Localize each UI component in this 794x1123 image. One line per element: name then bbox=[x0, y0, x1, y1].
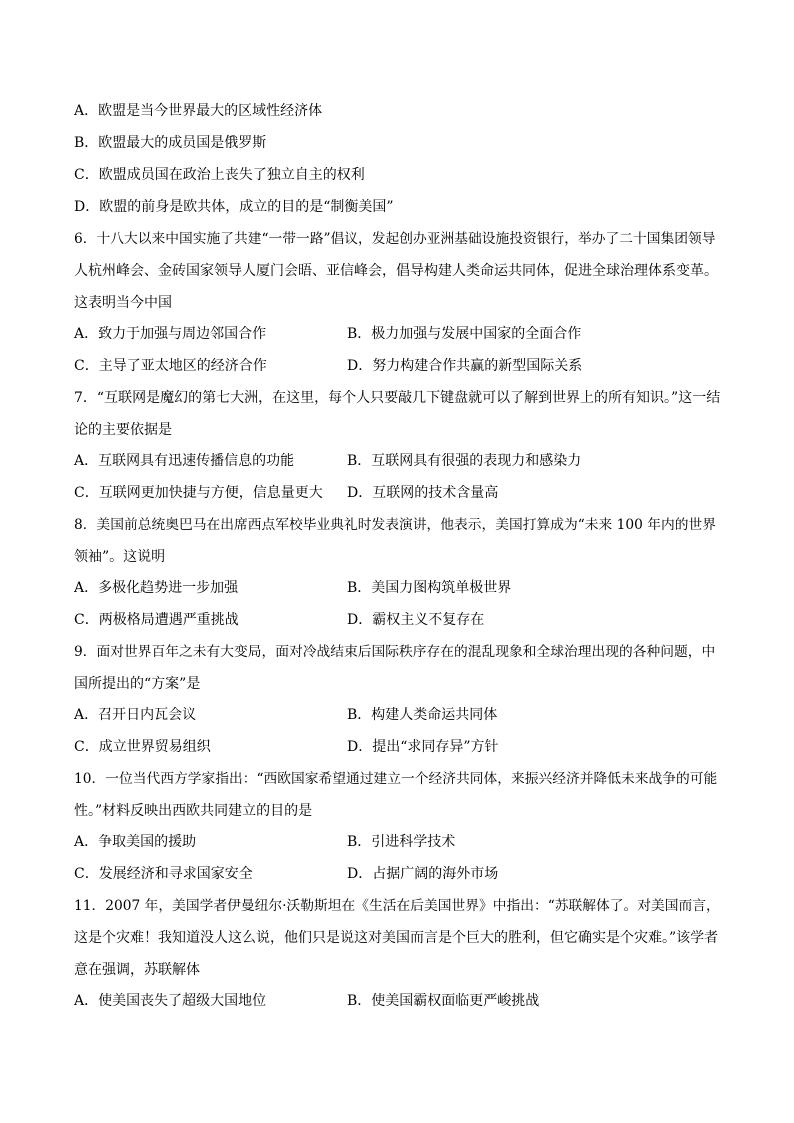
q11-option-b: B．使美国霸权面临更严峻挑战 bbox=[347, 993, 540, 1009]
q7-stem-line-2: 论的主要依据是 bbox=[74, 422, 172, 438]
q9-stem-line-2: 国所提出的“方案”是 bbox=[74, 676, 201, 692]
q9-option-a: A．召开日内瓦会议 bbox=[74, 707, 197, 723]
q10-option-d: D．占据广阔的海外市场 bbox=[347, 866, 499, 882]
q10-option-b: B．引进科学技术 bbox=[347, 834, 456, 850]
q9-option-c: C．成立世界贸易组织 bbox=[74, 739, 211, 755]
q9-stem-line-1: 9．面对世界百年之未有大变局，面对冷战结束后国际秩序存在的混乱现象和全球治理出现的各种问题，中 bbox=[74, 644, 716, 660]
q6-option-c: C．主导了亚太地区的经济合作 bbox=[74, 358, 267, 374]
q6-stem-line-3: 这表明当今中国 bbox=[74, 295, 172, 311]
q11-stem-line-2: 这是个灾难！我知道没人这么说，他们只是说这对美国而言是个巨大的胜利，但它确实是个灾难。”该学者 bbox=[74, 930, 719, 946]
q6-stem-line-1: 6．十八大以来中国实施了共建“一带一路”倡议，发起创办亚洲基础设施投资银行，举办了二十国集团领导 bbox=[74, 231, 716, 247]
q10-option-c: C．发展经济和寻求国家安全 bbox=[74, 866, 253, 882]
q8-stem-line-2: 领袖”。这说明 bbox=[74, 549, 166, 565]
q5-option-b: B．欧盟最大的成员国是俄罗斯 bbox=[74, 135, 267, 151]
q11-stem-line-1: 11．2007 年，美国学者伊曼纽尔·沃勒斯坦在《生活在后美国世界》中指出：“苏联解体了。对美国而言， bbox=[74, 898, 720, 914]
q5-option-a: A．欧盟是当今世界最大的区域性经济体 bbox=[74, 103, 323, 119]
q9-option-d: D．提出“求同存异”方针 bbox=[347, 739, 499, 755]
q6-option-d: D．努力构建合作共赢的新型国际关系 bbox=[347, 358, 583, 374]
q7-stem-line-1: 7．“互联网是魔幻的第七大洲，在这里，每个人只要敲几下键盘就可以了解到世界上的所有知识。”这一结 bbox=[74, 390, 721, 406]
q10-stem-line-1: 10．一位当代西方学家指出：“西欧国家希望通过建立一个经济共同体，来振兴经济并降低未来战争的可能 bbox=[74, 771, 718, 787]
q10-stem-line-2: 性。”材料反映出西欧共同建立的目的是 bbox=[74, 803, 313, 819]
q5-option-d: D．欧盟的前身是欧共体，成立的目的是“制衡美国” bbox=[74, 199, 394, 215]
q7-option-c: C．互联网更加快捷与方便，信息量更大 bbox=[74, 485, 323, 501]
q11-option-a: A．使美国丧失了超级大国地位 bbox=[74, 993, 267, 1009]
q11-stem-line-3: 意在强调，苏联解体 bbox=[74, 962, 200, 978]
q10-option-a: A．争取美国的援助 bbox=[74, 834, 197, 850]
q7-option-a: A．互联网具有迅速传播信息的功能 bbox=[74, 453, 295, 469]
q8-stem-line-1: 8．美国前总统奥巴马在出席西点军校毕业典礼时发表演讲，他表示，美国打算成为“未来 100 年内的世界 bbox=[74, 517, 717, 533]
q6-option-a: A．致力于加强与周边邻国合作 bbox=[74, 326, 267, 342]
q9-option-b: B．构建人类命运共同体 bbox=[347, 707, 498, 723]
q5-option-c: C．欧盟成员国在政治上丧失了独立自主的权利 bbox=[74, 167, 365, 183]
q8-option-a: A．多极化趋势进一步加强 bbox=[74, 580, 239, 596]
q7-option-b: B．互联网具有很强的表现力和感染力 bbox=[347, 453, 582, 469]
q6-option-b: B．极力加强与发展中国家的全面合作 bbox=[347, 326, 582, 342]
q8-option-c: C．两极格局遭遇严重挑战 bbox=[74, 612, 239, 628]
q8-option-d: D．霸权主义不复存在 bbox=[347, 612, 485, 628]
q7-option-d: D．互联网的技术含量高 bbox=[347, 485, 499, 501]
q6-stem-line-2: 人杭州峰会、金砖国家领导人厦门会晤、亚信峰会，倡导构建人类命运共同体，促进全球治理体系变革。 bbox=[74, 263, 718, 279]
q8-option-b: B．美国力图构筑单极世界 bbox=[347, 580, 512, 596]
